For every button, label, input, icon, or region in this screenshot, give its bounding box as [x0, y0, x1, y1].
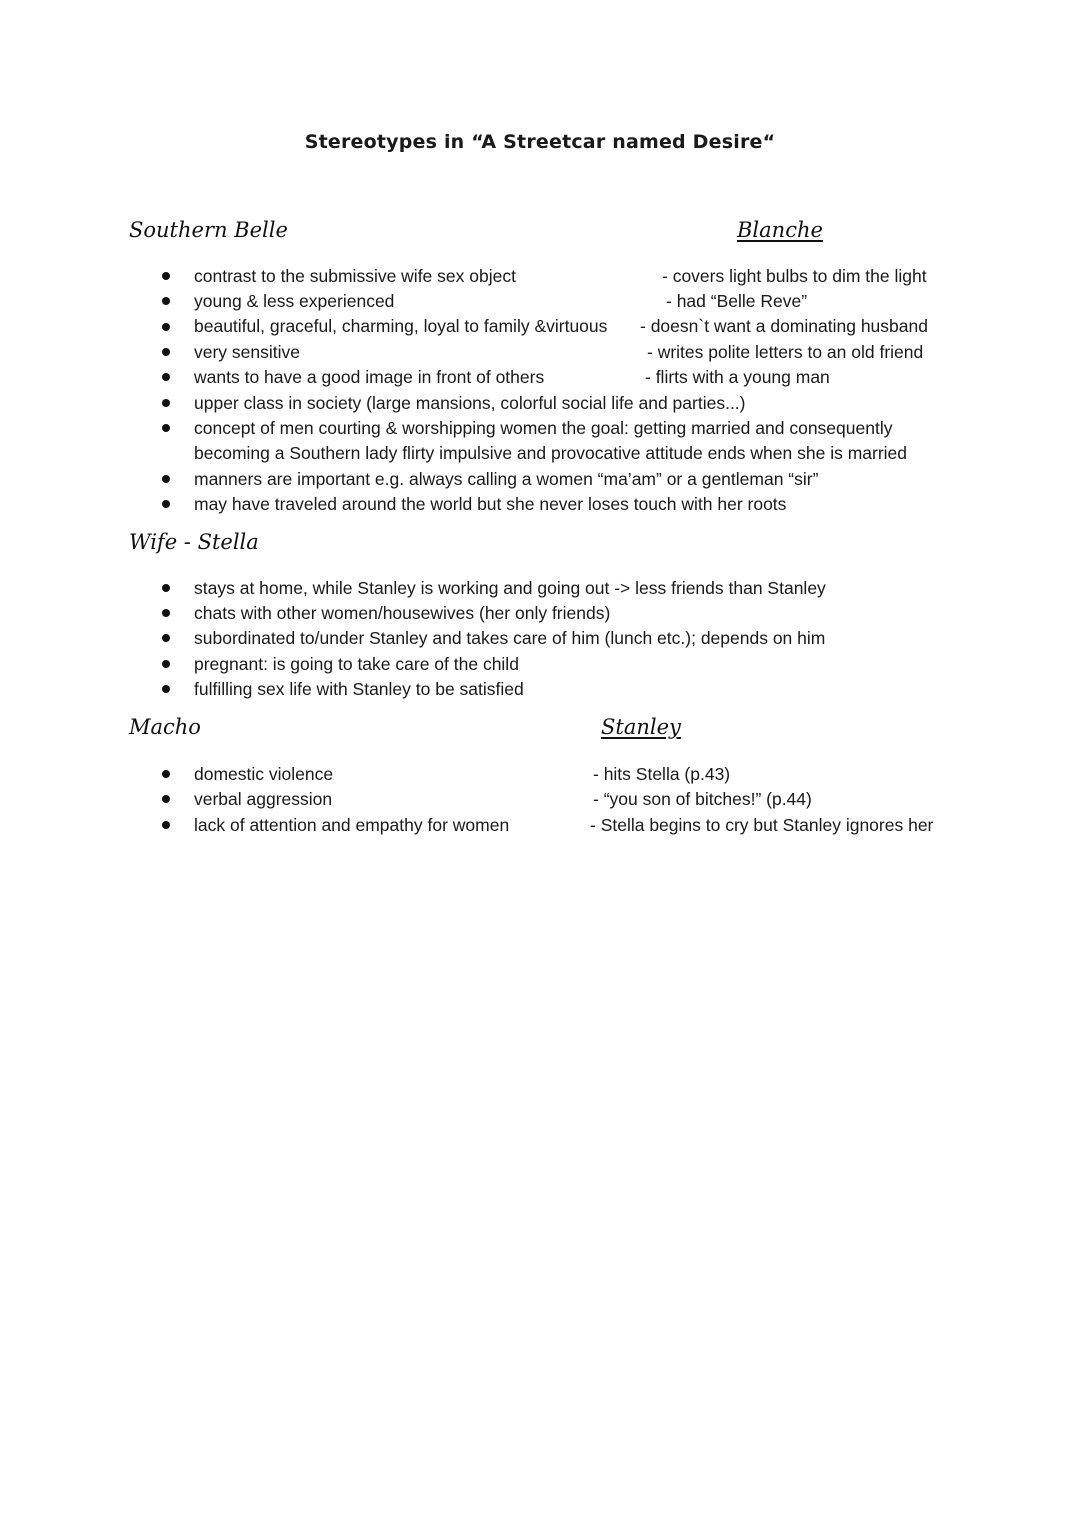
blanche-note: - flirts with a young man	[645, 367, 830, 387]
bullet-dot	[162, 660, 170, 668]
list-item: young & less experienced	[194, 291, 395, 311]
list-item: subordinated to/under Stanley and takes care of him (lunch etc.); depends on him	[194, 628, 826, 648]
bullet-dot	[162, 475, 170, 483]
bullet-dot	[162, 821, 170, 829]
list-item: very sensitive	[194, 342, 301, 362]
bullet-dot	[162, 272, 170, 280]
document-title: Stereotypes in “A Streetcar named Desire“	[304, 131, 776, 153]
character-label-blanche: Blanche	[737, 218, 823, 242]
stanley-note: - hits Stella (p.43)	[593, 764, 731, 784]
list-item: may have traveled around the world but she never loses touch with her roots	[194, 494, 787, 514]
bullet-dot	[162, 297, 170, 305]
stanley-note: - Stella begins to cry but Stanley ignores her	[590, 815, 934, 835]
list-item: beautiful, graceful, charming, loyal to family &virtuous	[194, 316, 608, 336]
list-item: lack of attention and empathy for women	[194, 815, 510, 835]
stanley-note: - “you son of bitches!” (p.44)	[593, 789, 812, 809]
bullet-dot	[162, 795, 170, 803]
blanche-note: - writes polite letters to an old friend	[647, 342, 924, 362]
list-item: fulfilling sex life with Stanley to be satisfied	[194, 679, 524, 699]
list-item: verbal aggression	[194, 789, 333, 809]
bullet-dot	[162, 424, 170, 432]
section-heading-wife-stella: Wife - Stella	[129, 530, 259, 554]
list-item: upper class in society (large mansions, colorful social life and parties...)	[194, 393, 746, 413]
list-item: chats with other women/housewives (her only friends)	[194, 603, 611, 623]
bullet-dot	[162, 609, 170, 617]
list-item: concept of men courting & worshipping women the goal: getting married and consequently	[194, 418, 893, 438]
bullet-dot	[162, 500, 170, 508]
blanche-note: - covers light bulbs to dim the light	[662, 266, 927, 286]
character-label-stanley: Stanley	[601, 715, 681, 739]
section-heading-macho: Macho	[129, 715, 201, 739]
list-item: pregnant: is going to take care of the child	[194, 654, 519, 674]
list-item: contrast to the submissive wife sex object	[194, 266, 516, 286]
bullet-dot	[162, 399, 170, 407]
list-item: wants to have a good image in front of others	[194, 367, 545, 387]
bullet-dot	[162, 634, 170, 642]
list-item-continuation: becoming a Southern lady flirty impulsive and provocative attitude ends when she is married	[194, 443, 908, 463]
list-item: manners are important e.g. always calling a women “ma’am” or a gentleman “sir”	[194, 469, 819, 489]
bullet-dot	[162, 373, 170, 381]
bullet-dot	[162, 770, 170, 778]
list-item: stays at home, while Stanley is working and going out -> less friends than Stanley	[194, 578, 826, 598]
section-heading-southern-belle: Southern Belle	[129, 218, 288, 242]
bullet-dot	[162, 348, 170, 356]
blanche-note: - doesn`t want a dominating husband	[640, 316, 928, 336]
blanche-note: - had “Belle Reve”	[666, 291, 808, 311]
list-item: domestic violence	[194, 764, 334, 784]
bullet-dot	[162, 685, 170, 693]
bullet-dot	[162, 323, 170, 331]
bullet-dot	[162, 584, 170, 592]
